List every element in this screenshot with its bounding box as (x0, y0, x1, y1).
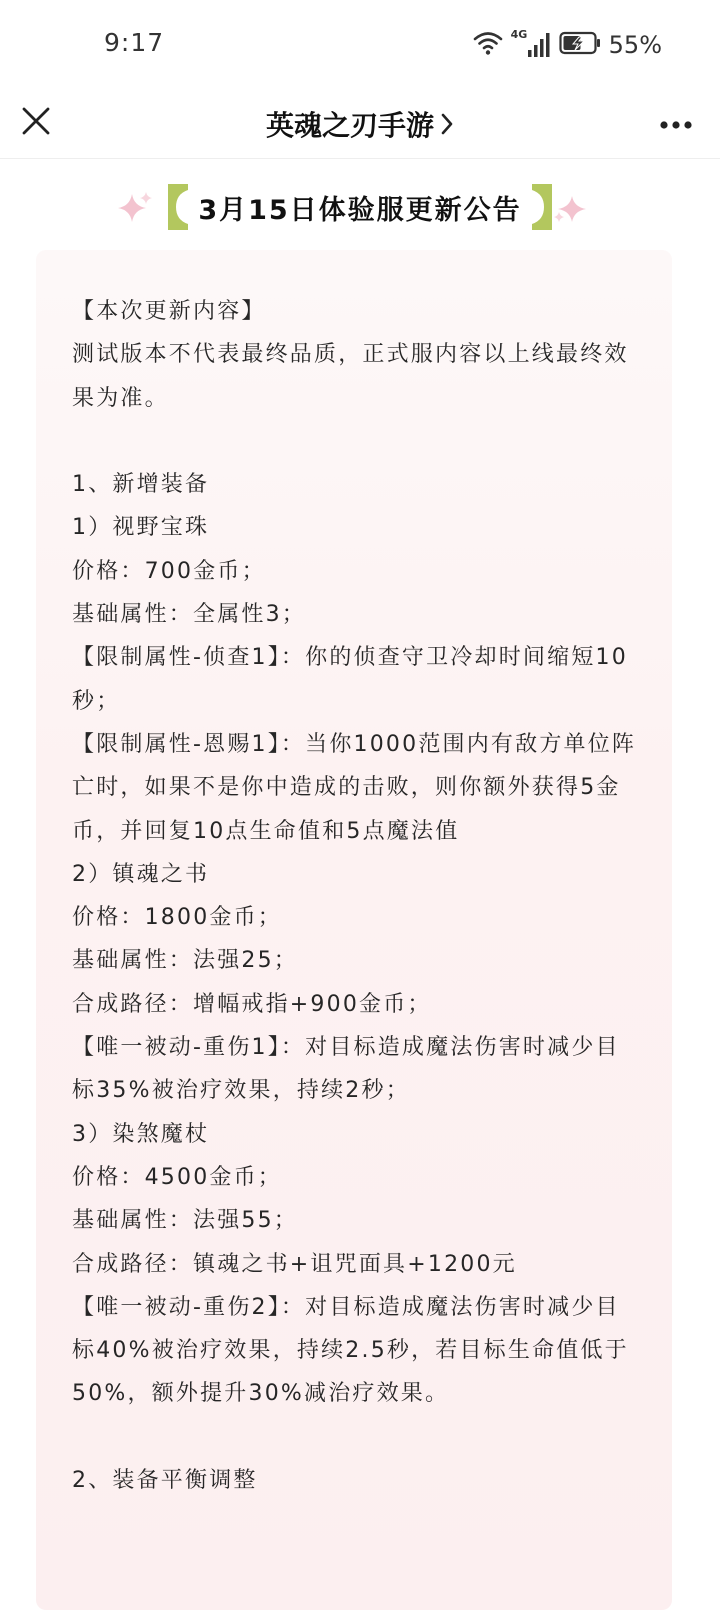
banner-title: 3月15日体验服更新公告 (198, 194, 522, 226)
battery-percent: 55% (608, 31, 662, 59)
article-paragraph: 合成路径：镇魂之书+诅咒面具+1200元 (72, 1251, 517, 1277)
paragraph-gap (72, 1416, 638, 1459)
announcement-banner (0, 180, 720, 234)
article-paragraph: 【本次更新内容】 (72, 299, 266, 324)
article-paragraph: 1、新增装备 (72, 472, 210, 498)
status-icons (473, 28, 662, 62)
article-paragraph: 2）镇魂之书 (72, 861, 210, 887)
chevron-right-icon (440, 112, 454, 136)
more-icon (659, 115, 693, 134)
article-paragraph: 【唯一被动-重伤2】：对目标造成魔法伤害时减少目标40%被治疗效果，持续2.5秒，若目标生命值低于50%，额外提升30%减治疗效果。 (72, 1294, 629, 1407)
nav-bar (0, 90, 720, 159)
article-paragraph: 【限制属性-恩赐1】：当你1000范围内有敌方单位阵亡时，如果不是你中造成的击败，则你额外获得5金币，并回复10点生命值和5点魔法值 (72, 731, 637, 844)
account-title-link[interactable] (0, 90, 720, 158)
paragraph-gap (72, 420, 638, 463)
network-type-label: 4G (510, 28, 528, 41)
bracket-left-icon (168, 184, 188, 230)
article-paragraph: 【限制属性-侦查1】：你的侦查守卫冷却时间缩短10秒； (72, 645, 628, 714)
status-time: 9:17 (104, 28, 165, 57)
article-paragraph: 基础属性：全属性3； (72, 602, 306, 628)
article-paragraph: 价格：1800金币； (72, 905, 282, 931)
battery-icon (559, 31, 601, 59)
article-paragraph: 合成路径：增幅戒指+900金币； (72, 991, 432, 1017)
article-paragraph: 2、装备平衡调整 (72, 1468, 258, 1494)
bracket-right-icon (532, 184, 552, 230)
article-body (72, 290, 638, 1502)
article-paragraph: 价格：700金币； (72, 558, 266, 584)
wifi-icon (473, 30, 503, 60)
article-paragraph: 基础属性：法强55； (72, 1208, 298, 1234)
article-card (36, 250, 672, 1610)
article-paragraph: 【唯一被动-重伤1】：对目标造成魔法伤害时减少目标35%被治疗效果，持续2秒； (72, 1035, 620, 1104)
banner-box (168, 184, 551, 230)
article-paragraph: 3）染煞魔杖 (72, 1121, 210, 1147)
more-button[interactable] (654, 102, 698, 146)
article-paragraph: 基础属性：法强25； (72, 948, 298, 974)
status-bar (0, 0, 720, 90)
account-title: 英魂之刃手游 (265, 109, 434, 142)
article-paragraph: 测试版本不代表最终品质，正式服内容以上线最终效果为准。 (72, 342, 629, 411)
article-paragraph: 价格：4500金币； (72, 1164, 282, 1190)
article-paragraph: 1）视野宝珠 (72, 515, 210, 541)
cellular-signal-icon (511, 30, 551, 60)
